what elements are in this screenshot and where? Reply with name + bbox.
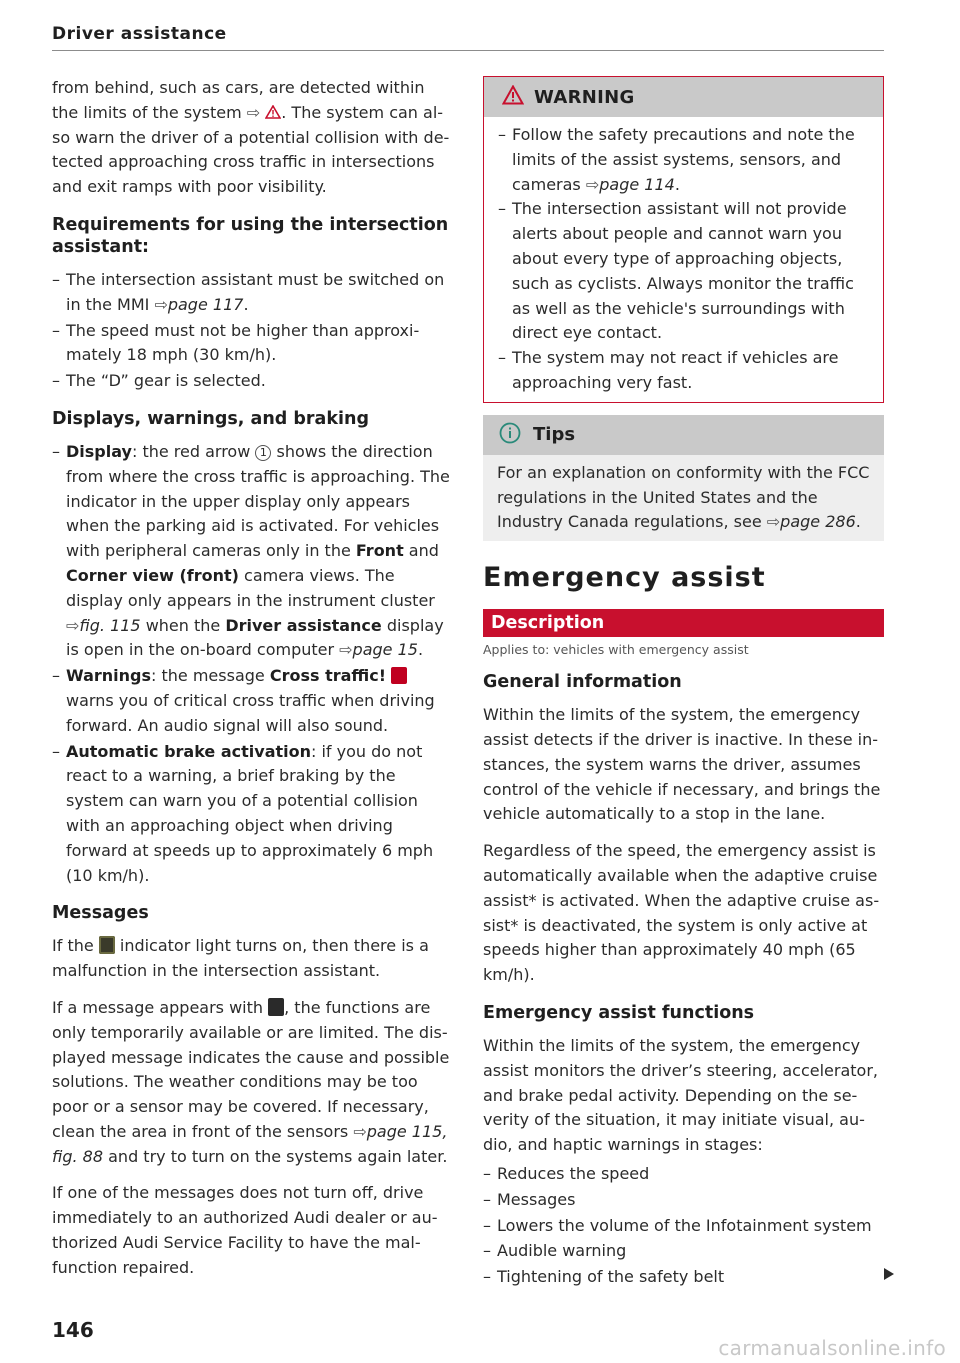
description-bar: Description [483, 609, 884, 637]
functions-paragraph: Within the limits of the system, the emergency assist monitors the driver’s steering, accelerator, and brake pedal activity. Depending on the severity of the situation, it may initiate visual, audio, and haptic warnings in stages: [483, 1035, 878, 1155]
page-number: 146 [52, 1318, 94, 1342]
reference-arrow-icon: ⇨ [585, 174, 600, 194]
tips-text: For an explanation on conformity with the FCC regulations in the United States and the Industry Canada regulations, see ⇨page 286. [497, 462, 870, 532]
warning-header [484, 77, 883, 117]
reference-arrow-icon: ⇨ [66, 615, 80, 635]
page-link[interactable]: page 114 [599, 174, 675, 194]
reference-arrow-icon: ⇨ [154, 294, 168, 314]
intro-paragraph: from behind, such as cars, are detected within the limits of the system ⇨ . The system can also warn the driver of a potential collision with detected approaching cross traffic in intersections and exit ramps with poor visibility. [52, 78, 450, 197]
tips-title: Tips [533, 424, 576, 446]
figure-link[interactable]: fig. 115 [79, 615, 141, 635]
right-column [483, 76, 884, 1300]
list-item: – The intersection assistant will not provide alerts about people and cannot warn you about every type of approaching objects, such as cyclists. Always monitor the traffic as well as the vehicle's surroundings with direct eye contact. [498, 199, 854, 343]
list-item: – Display: the red arrow 1 shows the direction from where the cross traffic is approaching. The indicator in the upper display only appears when the parking aid is activated. For vehicles with peripheral cameras only in the Front and Corner view (front) camera views. The display only appears in the instrument cluster ⇨fig. 115 when the Driver assistance display is open in the on-board computer ⇨page 15. [52, 441, 450, 660]
page-header [52, 24, 884, 44]
warning-box [483, 76, 884, 403]
tips-header [483, 415, 884, 455]
warning-list [498, 123, 869, 396]
list-item: – The system may not react if vehicles are approaching very fast. [498, 348, 839, 392]
general-info-heading: General information [483, 672, 682, 693]
intersection-assist-indicator-icon [99, 936, 115, 954]
warning-title: WARNING [534, 86, 635, 108]
header-title: Driver assistance [52, 24, 227, 44]
page-link[interactable]: page 115, fig. 88 [52, 1121, 448, 1166]
warning-triangle-icon [265, 103, 281, 122]
list-item: – Lowers the volume of the Infotainment system [483, 1215, 872, 1235]
list-item: – Tightening of the safety belt [483, 1267, 725, 1287]
left-column [52, 76, 452, 1293]
displays-heading: Displays, warnings, and braking [52, 408, 369, 429]
requirements-list [52, 268, 452, 394]
cross-traffic-warning-icon [391, 667, 407, 684]
list-item: – Follow the safety precautions and note the limits of the assist systems, sensors, and cameras ⇨page 114. [498, 125, 855, 194]
header-rule [52, 50, 884, 51]
reference-arrow-icon: ⇨ [339, 640, 353, 660]
general-info-paragraph-2: Regardless of the speed, the emergency assist is automatically available when the adaptive cruise assist* is activated. When the adaptive cruise assist* is deactivated, the system is only active at speeds higher than approximately 40 mph (65 km/h). [483, 841, 880, 985]
applies-to-note: Applies to: vehicles with emergency assist [483, 642, 749, 658]
warning-triangle-icon [502, 85, 524, 109]
tips-body [483, 455, 884, 541]
tips-box [483, 415, 884, 541]
general-info-paragraph-1: Within the limits of the system, the emergency assist detects if the driver is inactive. In these instances, the system warns the driver, assumes control of the vehicle if necessary, and brings the vehicle automatically to a stop in the lane. [483, 705, 881, 824]
info-icon [499, 422, 521, 448]
section-title: Emergency assist [483, 562, 766, 594]
list-item: – Automatic brake activation: if you do not react to a warning, a brief braking by the system can warn you of a potential collision with an approaching object when driving forward at speeds up to approximately 6 mph (10 km/h). [52, 741, 434, 885]
page-link[interactable]: page 286 [780, 512, 856, 532]
displays-list [52, 440, 452, 888]
callout-number-icon: 1 [255, 445, 271, 461]
messages-paragraph-1: If the indicator light turns on, then there is a malfunction in the intersection assistant. [52, 936, 429, 981]
messages-paragraph-3: If one of the messages does not turn off, drive immediately to an authorized Audi dealer or authorized Audi Service Facility to have the malfunction repaired. [52, 1183, 438, 1277]
intersection-assist-indicator-icon [268, 998, 284, 1016]
continue-arrow-icon[interactable] [884, 1268, 894, 1280]
list-item: – The intersection assistant must be switched on in the MMI ⇨page 117. [52, 269, 445, 314]
list-item: – Reduces the speed [483, 1163, 650, 1183]
functions-heading: Emergency assist functions [483, 1002, 755, 1023]
page-link[interactable]: page 117 [167, 294, 244, 314]
messages-paragraph-2: If a message appears with , the functions are only temporarily available or are limited. The displayed message indicates the cause and possible solutions. The weather conditions may be too poor or a sensor may be covered. If necessary, clean the area in front of the sensors ⇨page 115, fig. 88 and try to turn on the systems again later. [52, 997, 450, 1166]
reference-arrow-icon: ⇨ [766, 512, 781, 532]
reference-arrow-icon: ⇨ [246, 102, 261, 122]
warning-body [484, 117, 883, 402]
requirements-heading: Requirements for using the intersection assistant: [52, 214, 449, 257]
list-item: – Warnings: the message Cross traffic! warns you of critical cross traffic when driving forward. An audio signal will also sound. [52, 666, 435, 735]
watermark: carmanualsonline.info [718, 1336, 946, 1360]
reference-arrow-icon: ⇨ [353, 1121, 367, 1141]
functions-list [483, 1162, 884, 1290]
page-link[interactable]: page 15 [352, 640, 418, 660]
list-item: – The speed must not be higher than approximately 18 mph (30 km/h). [52, 320, 420, 365]
list-item: – The “D” gear is selected. [52, 371, 266, 391]
messages-heading: Messages [52, 903, 149, 924]
list-item: – Messages [483, 1189, 576, 1209]
list-item: – Audible warning [483, 1241, 627, 1261]
